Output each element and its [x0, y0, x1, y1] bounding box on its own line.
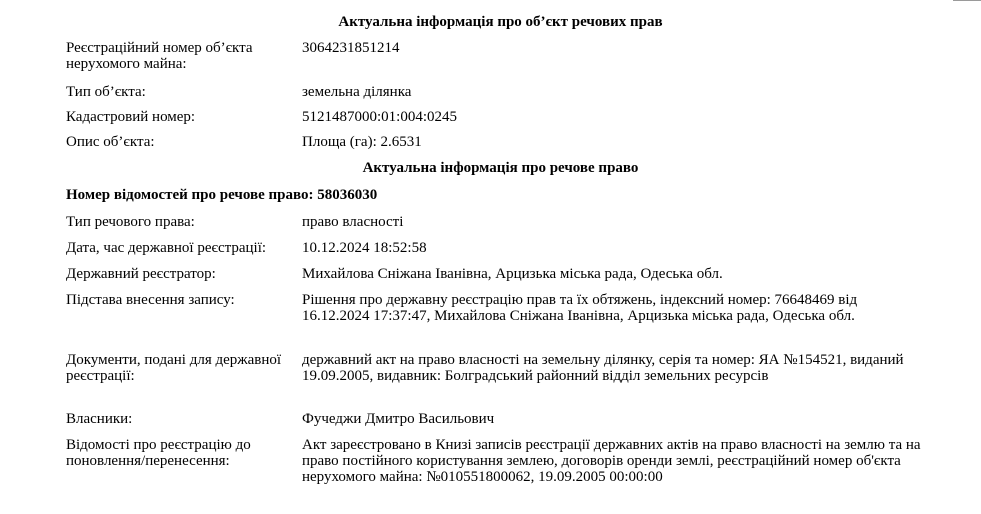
- previous-registration-label: Відомості про реєстрацію до поновлення/перенесення:: [66, 437, 251, 469]
- object-section-title: Актуальна інформація про об’єкт речових прав: [338, 14, 663, 30]
- right-section-title: Актуальна інформація про речове право: [362, 160, 639, 176]
- basis-value: Рішення про державну реєстрацію прав та їх обтяжень, індексний номер: 76648469 від 16.12.2024 17:37:47, Михайлова Сніжана Іванівна, Арцизька міська рада, Одеська обл.: [302, 292, 858, 324]
- registration-number-label: Реєстраційний номер об’єкта нерухомого майна:: [66, 40, 253, 72]
- right-type-label: Тип речового права:: [66, 214, 195, 230]
- object-type-label: Тип об’єкта:: [66, 84, 146, 100]
- registrar-value: Михайлова Сніжана Іванівна, Арцизька міська рада, Одеська обл.: [302, 266, 723, 282]
- registration-date-value: 10.12.2024 18:52:58: [302, 240, 427, 256]
- registration-date-label: Дата, час державної реєстрації:: [66, 240, 267, 256]
- documents-label: Документи, подані для державної реєстрації:: [66, 352, 282, 384]
- page-edge-line: [953, 0, 981, 1]
- right-type-value: право власності: [302, 214, 404, 230]
- owners-label: Власники:: [66, 411, 133, 427]
- previous-registration-value: Акт зареєстровано в Книзі записів реєстрації державних актів на право власності на землю та на право постійного користування землею, договорів оренди землі, реєстраційний номер об'єкта нерухомого майна: №010551800062, 19.09.2005 00:00:00: [302, 437, 921, 485]
- registrar-label: Державний реєстратор:: [66, 266, 216, 282]
- owners-value: Фучеджи Дмитро Васильович: [302, 411, 495, 427]
- record-number: Номер відомостей про речове право: 58036030: [66, 187, 378, 203]
- documents-value: державний акт на право власності на земельну ділянку, серія та номер: ЯА №154521, виданий 19.09.2005, видавник: Болградський районний відділ земельних ресурсів: [302, 352, 904, 384]
- object-type-value: земельна ділянка: [302, 84, 412, 100]
- cadastral-number-value: 5121487000:01:004:0245: [302, 109, 458, 125]
- object-description-label: Опис об’єкта:: [66, 134, 155, 150]
- cadastral-number-label: Кадастровий номер:: [66, 109, 196, 125]
- basis-label: Підстава внесення запису:: [66, 292, 235, 308]
- registration-number-value: 3064231851214: [302, 40, 400, 56]
- object-description-value: Площа (га): 2.6531: [302, 134, 422, 150]
